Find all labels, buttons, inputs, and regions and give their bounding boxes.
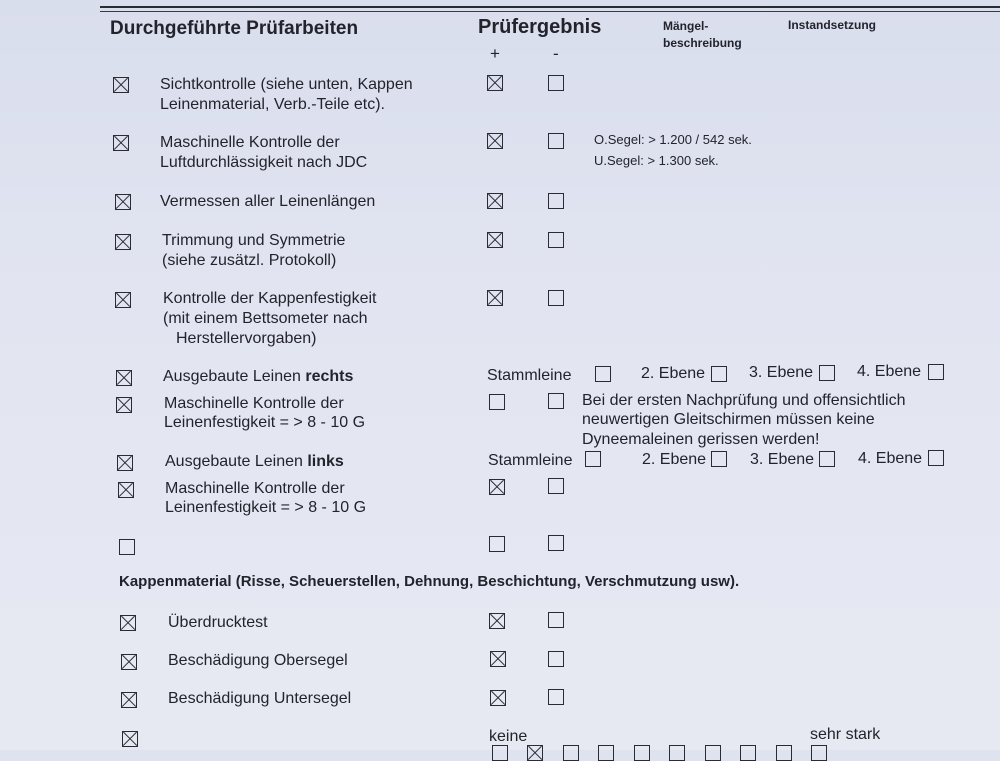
row-checkbox[interactable] xyxy=(113,77,129,93)
row-checkbox[interactable] xyxy=(118,482,134,498)
plus-checkbox[interactable] xyxy=(489,479,505,495)
dyneema-note-1: Bei der ersten Nachprüfung und offensichtlich xyxy=(582,392,906,409)
row-checkbox[interactable] xyxy=(122,731,138,747)
minus-checkbox[interactable] xyxy=(548,133,564,149)
plus-checkbox[interactable] xyxy=(489,613,505,629)
level4-label: 4. Ebene xyxy=(858,450,923,467)
scale-checkbox[interactable] xyxy=(811,745,827,761)
row-label-line: (mit einem Bettsometer nach xyxy=(163,310,368,327)
row-label-line: Leinenfestigkeit = > 8 - 10 G xyxy=(165,499,367,516)
minus-checkbox[interactable] xyxy=(548,75,564,91)
row-checkbox[interactable] xyxy=(121,692,137,708)
scale-checkbox[interactable] xyxy=(563,745,579,761)
top-rule xyxy=(100,6,1000,8)
level4-checkbox[interactable] xyxy=(928,364,944,380)
minus-checkbox[interactable] xyxy=(548,651,564,667)
plus-checkbox[interactable] xyxy=(487,75,503,91)
plus-header: + xyxy=(490,44,500,63)
row-checkbox[interactable] xyxy=(121,654,137,670)
minus-checkbox[interactable] xyxy=(548,689,564,705)
scale-left-label: keine xyxy=(489,728,528,745)
plus-checkbox[interactable] xyxy=(490,651,506,667)
row-label-line: Luftdurchlässigkeit nach JDC xyxy=(160,154,368,171)
minus-checkbox[interactable] xyxy=(548,612,564,628)
section-title: Kappenmaterial (Risse, Scheuerstellen, Dehnung, Beschichtung, Verschmutzung usw). xyxy=(119,573,740,590)
plus-checkbox[interactable] xyxy=(487,232,503,248)
row-label-line: Maschinelle Kontrolle der xyxy=(164,395,344,412)
level3-checkbox[interactable] xyxy=(819,365,835,381)
row-label-line: Herstellervorgaben) xyxy=(176,330,317,347)
row-label-line: Trimmung und Symmetrie xyxy=(162,232,346,249)
scale-checkbox[interactable] xyxy=(740,745,756,761)
row-checkbox[interactable] xyxy=(116,370,132,386)
lines-left-prefix: Ausgebaute Leinen xyxy=(165,453,308,470)
lines-left-label xyxy=(165,452,344,472)
level3-label: 3. Ebene xyxy=(749,364,814,381)
lines-right-prefix: Ausgebaute Leinen xyxy=(163,368,306,385)
scale-checkbox[interactable] xyxy=(492,745,508,761)
scale-checkbox[interactable] xyxy=(527,745,543,761)
stammleine-checkbox[interactable] xyxy=(595,366,611,382)
level2-label: 2. Ebene xyxy=(641,365,706,382)
bottom-surface-damage-label: Beschädigung Untersegel xyxy=(168,690,352,707)
lines-right-label xyxy=(163,367,353,387)
row-checkbox[interactable] xyxy=(120,615,136,631)
top-rule-thin xyxy=(100,11,1000,12)
plus-checkbox[interactable] xyxy=(487,290,503,306)
dyneema-note-2: neuwertigen Gleitschirmen müssen keine xyxy=(582,411,875,428)
stammleine-label: Stammleine xyxy=(488,452,573,469)
airflow-note-bottom: U.Segel: > 1.300 sek. xyxy=(594,153,719,168)
minus-checkbox[interactable] xyxy=(548,393,564,409)
row-checkbox[interactable] xyxy=(119,539,135,555)
defect-header-2: beschreibung xyxy=(663,36,742,50)
stammleine-checkbox[interactable] xyxy=(585,451,601,467)
plus-checkbox[interactable] xyxy=(489,394,505,410)
plus-checkbox[interactable] xyxy=(490,690,506,706)
row-label-line: Maschinelle Kontrolle der xyxy=(160,134,340,151)
plus-checkbox[interactable] xyxy=(487,133,503,149)
plus-checkbox[interactable] xyxy=(489,536,505,552)
scale-checkbox[interactable] xyxy=(705,745,721,761)
level4-label: 4. Ebene xyxy=(857,363,922,380)
row-label-line: Vermessen aller Leinenlängen xyxy=(160,193,376,210)
plus-checkbox[interactable] xyxy=(487,193,503,209)
scale-checkbox[interactable] xyxy=(634,745,650,761)
form-title: Durchgeführte Prüfarbeiten xyxy=(110,18,359,39)
row-checkbox[interactable] xyxy=(115,234,131,250)
level4-checkbox[interactable] xyxy=(928,450,944,466)
row-checkbox[interactable] xyxy=(115,292,131,308)
level2-checkbox[interactable] xyxy=(711,451,727,467)
row-checkbox[interactable] xyxy=(117,455,133,471)
row-label-line: Kontrolle der Kappenfestigkeit xyxy=(163,290,377,307)
row-label-line: Leinenfestigkeit = > 8 - 10 G xyxy=(164,414,366,431)
lines-right-bold: rechts xyxy=(305,368,354,385)
result-title: Prüfergebnis xyxy=(478,16,602,38)
row-label-line: (siehe zusätzl. Protokoll) xyxy=(162,252,337,269)
dyneema-note-3: Dyneemaleinen gerissen werden! xyxy=(582,431,820,448)
overpressure-label: Überdrucktest xyxy=(168,614,268,631)
level3-label: 3. Ebene xyxy=(750,451,815,468)
minus-checkbox[interactable] xyxy=(548,478,564,494)
airflow-note-top: O.Segel: > 1.200 / 542 sek. xyxy=(594,132,752,147)
top-surface-damage-label: Beschädigung Obersegel xyxy=(168,652,348,669)
level2-label: 2. Ebene xyxy=(642,451,707,468)
lines-left-bold: links xyxy=(307,453,344,470)
row-checkbox[interactable] xyxy=(116,397,132,413)
minus-checkbox[interactable] xyxy=(548,232,564,248)
scale-checkbox[interactable] xyxy=(776,745,792,761)
minus-checkbox[interactable] xyxy=(548,535,564,551)
row-label-line: Maschinelle Kontrolle der xyxy=(165,480,345,497)
minus-checkbox[interactable] xyxy=(548,193,564,209)
row-label-line: Sichtkontrolle (siehe unten, Kappen xyxy=(160,76,413,93)
row-label-line: Leinenmaterial, Verb.-Teile etc). xyxy=(160,96,385,113)
repair-header: Instandsetzung xyxy=(788,18,877,32)
row-checkbox[interactable] xyxy=(115,194,131,210)
defect-header-1: Mängel- xyxy=(663,19,709,33)
scale-checkbox[interactable] xyxy=(598,745,614,761)
scale-checkbox[interactable] xyxy=(669,745,685,761)
minus-header: - xyxy=(553,44,559,63)
stammleine-label: Stammleine xyxy=(487,367,572,384)
level3-checkbox[interactable] xyxy=(819,451,835,467)
level2-checkbox[interactable] xyxy=(711,366,727,382)
minus-checkbox[interactable] xyxy=(548,290,564,306)
scale-right-label: sehr stark xyxy=(810,726,881,743)
row-checkbox[interactable] xyxy=(113,135,129,151)
